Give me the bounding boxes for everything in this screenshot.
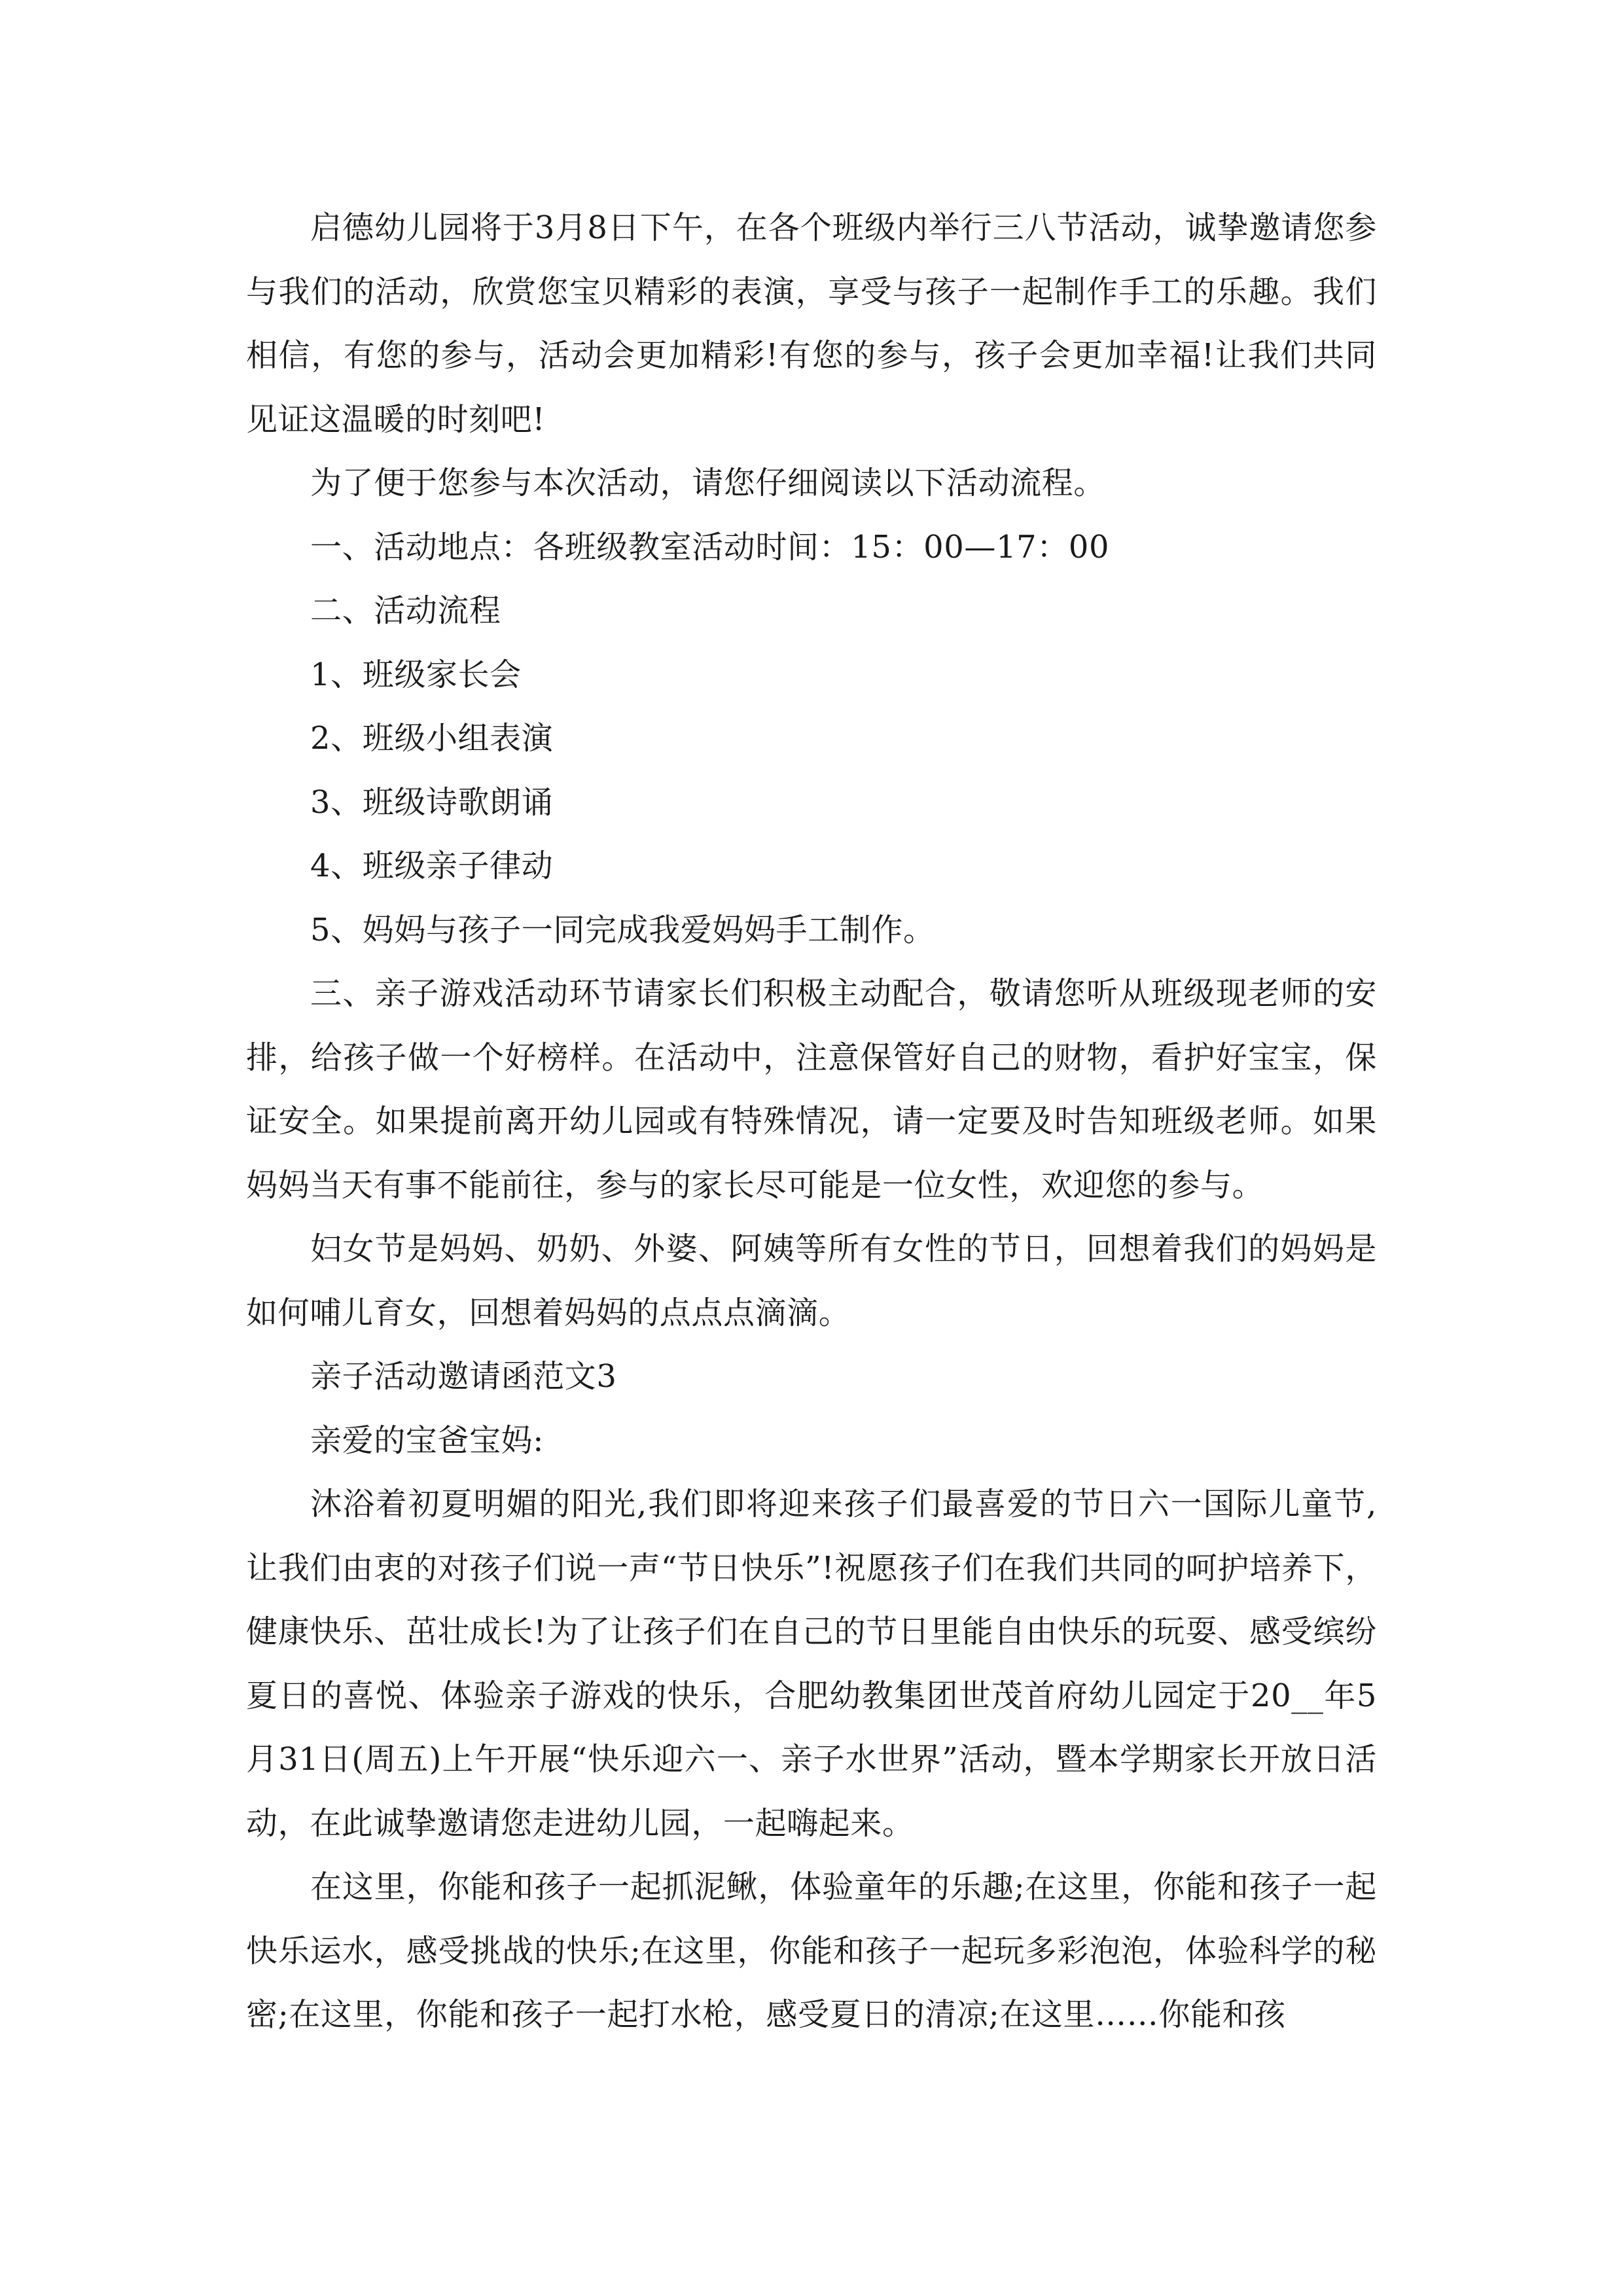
- paragraph-activities: 在这里，你能和孩子一起抓泥鳅，体验童年的乐趣;在这里，你能和孩子一起快乐运水，感受挑战的快乐;在这里，你能和孩子一起玩多彩泡泡，体验科学的秘密;在这里，你能和孩子一起打水枪，感受夏日的清凉;在这里……你能和孩: [246, 1869, 1377, 2033]
- paragraph-invitation-intro: 启德幼儿园将于3月8日下午，在各个班级内举行三八节活动，诚挚邀请您参与我们的活动，欣赏您宝贝精彩的表演，享受与孩子一起制作手工的乐趣。我们相信，有您的参与，活动会更加精彩!有您的参与，孩子会更加幸福!让我们共同见证这温暖的时刻吧!: [246, 209, 1377, 438]
- paragraph-game-notice: 三、亲子游戏活动环节请家长们积极主动配合，敬请您听从班级现老师的安排，给孩子做一个好榜样。在活动中，注意保管好自己的财物，看护好宝宝，保证安全。如果提前离开幼儿园或有特殊情况，请一定要及时告知班级老师。如果妈妈当天有事不能前往，参与的家长尽可能是一位女性，欢迎您的参与。: [246, 975, 1377, 1204]
- list-item-poetry-recital: 3、班级诗歌朗诵: [310, 783, 554, 821]
- list-item-group-performance: 2、班级小组表演: [310, 720, 554, 757]
- paragraph-flow-heading: 二、活动流程: [310, 592, 501, 629]
- list-item-handcraft: 5、妈妈与孩子一同完成我爱妈妈手工制作。: [310, 911, 935, 948]
- paragraph-childrens-day: 沐浴着初夏明媚的阳光,我们即将迎来孩子们最喜爱的节日六一国际儿童节,让我们由衷的对孩子们说一声“节日快乐”!祝愿孩子们在我们共同的呵护培养下，健康快乐、茁壮成长!为了让孩子们在自己的节日里能自由快乐的玩耍、感受缤纷夏日的喜悦、体验亲子游戏的快乐，合肥幼教集团世茂首府幼儿园定于20__年5月31日(周五)上午开展“快乐迎六一、亲子水世界”活动，暨本学期家长开放日活动，在此诚挚邀请您走进幼儿园，一起嗨起来。: [246, 1486, 1377, 1842]
- section-title-sample-3: 亲子活动邀请函范文3: [310, 1358, 617, 1395]
- list-item-parent-meeting: 1、班级家长会: [310, 656, 522, 693]
- salutation: 亲爱的宝爸宝妈:: [310, 1422, 544, 1459]
- document-body: [246, 196, 1377, 2047]
- list-item-parent-child-rhythm: 4、班级亲子律动: [310, 848, 554, 884]
- paragraph-flow-note: 为了便于您参与本次活动，请您仔细阅读以下活动流程。: [310, 465, 1106, 501]
- paragraph-womens-day: 妇女节是妈妈、奶奶、外婆、阿姨等所有女性的节日，回想着我们的妈妈是如何哺儿育女，回想着妈妈的点点点滴滴。: [246, 1230, 1377, 1331]
- paragraph-location-time: 一、活动地点：各班级教室活动时间：15：00—17：00: [310, 528, 1110, 565]
